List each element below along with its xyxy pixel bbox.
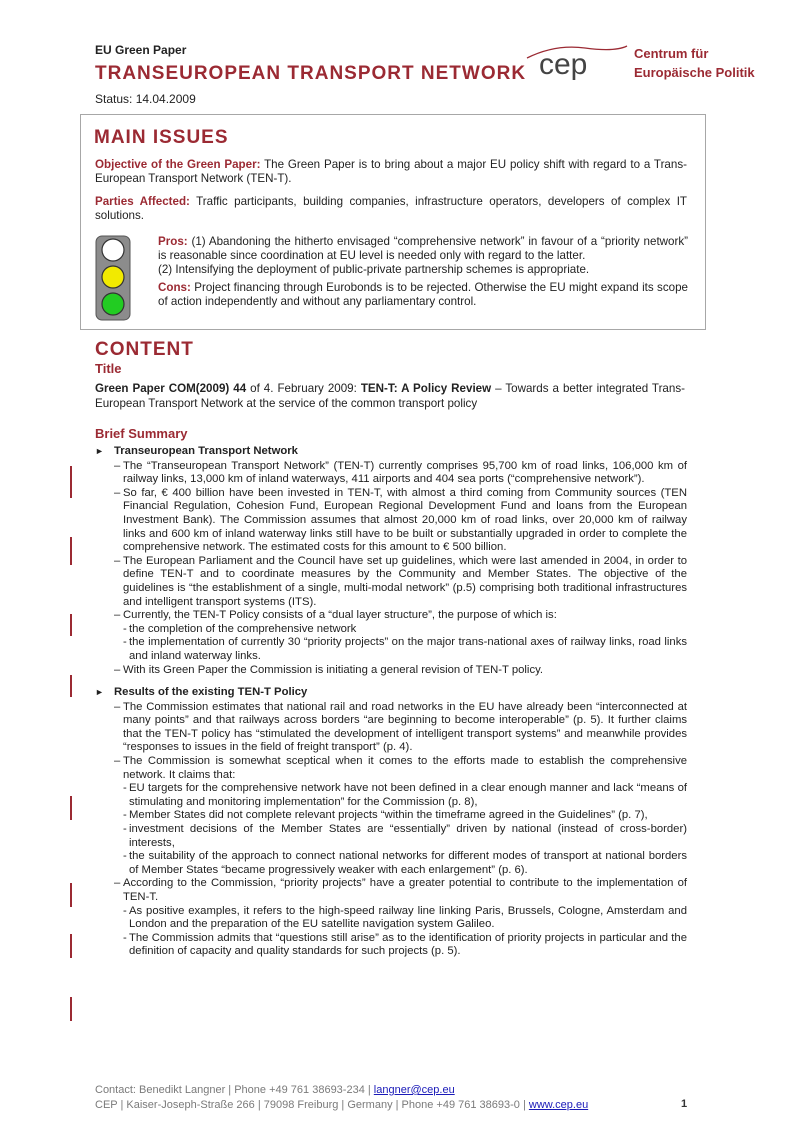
margin-change-bar — [70, 675, 72, 697]
content-heading: CONTENT — [95, 339, 194, 360]
cons-label: Cons: — [158, 281, 191, 294]
margin-change-bar — [70, 997, 72, 1021]
summary-item: – The Commission is somewhat sceptical when it comes to the efforts made to establish the comprehensive network. It claims that: — [114, 755, 687, 781]
cons-paragraph — [158, 281, 688, 309]
section-heading: ► Transeuropean Transport Network — [95, 445, 298, 457]
summary-subitem: - Member States did not complete relevant projects “within the timeframe agreed in the Guidelines” (p. 7), — [123, 809, 648, 822]
green-paper-reference: Green Paper COM(2009) 44 — [95, 382, 247, 395]
cons-text: Project financing through Eurobonds is to be rejected. Otherwise the EU might expand its scope of action independently and without any parliamentary control. — [158, 281, 688, 308]
summary-item: – The Commission estimates that national rail and road networks in the EU have already been “interconnected at many points” and that railways across borders “are beginning to become interoperable” (p. 5). It further claims that the TEN-T policy has “stimulated the development of intelligent transport systems” and meanwhile provides “responses to issues in the field of freight transport” (p. 4). — [114, 700, 687, 754]
organization-name-line-1: Centrum für — [634, 46, 709, 61]
margin-change-bar — [70, 934, 72, 958]
bullet-arrow-icon: ► — [95, 687, 104, 698]
summary-item: – The “Transeuropean Transport Network” (TEN-T) currently comprises 95,700 km of road links, 106,000 km of railway links, 13,000 km of inland waterways, 411 airports and 404 sea ports (“comprehensive network”). — [114, 459, 687, 486]
margin-change-bar — [70, 883, 72, 907]
footer — [95, 1083, 588, 1113]
main-issues-box — [80, 114, 706, 330]
bullet-arrow-icon: ► — [95, 446, 104, 456]
summary-subitem: - As positive examples, it refers to the high-speed railway line linking Paris, Brussels, Cologne, Amsterdam and London and the preparation of the EU satellite navigation system Galileo. — [123, 904, 687, 931]
parties-label: Parties Affected: — [95, 195, 190, 208]
pros-label: Pros: — [158, 235, 188, 248]
parties-text: Traffic participants, building companies, infrastructure operators, developers of complex IT solutions. — [95, 195, 688, 222]
traffic-light-icon — [95, 235, 131, 321]
organization-name — [634, 44, 755, 82]
summary-item: – According to the Commission, “priority projects” have a greater potential to contribute to the implementation of TEN-T. — [114, 877, 687, 903]
document-reference — [95, 382, 685, 411]
margin-change-bar — [70, 466, 72, 498]
footer-address-line: CEP | Kaiser-Joseph-Straße 266 | 79098 Freiburg | Germany | Phone +49 761 38693-0 | www.cep.eu — [95, 1099, 589, 1111]
pros-paragraph-2: (2) Intensifying the deployment of public-private partnership schemes is appropriate. — [158, 263, 590, 276]
document-title: TRANSEUROPEAN TRANSPORT NETWORK — [95, 63, 527, 84]
page-number: 1 — [681, 1098, 688, 1110]
brief-summary-subheading: Brief Summary — [95, 426, 188, 441]
summary-subitem: - EU targets for the comprehensive network have not been defined in a clear enough manner and lack “means of stimulating and monitoring implementation” for the Commission (p. 8), — [123, 782, 687, 808]
summary-subitem: - the suitability of the approach to connect national networks for different modes of transport at national borders of Member States “became progressively weaker with each enlargement” (p. 6). — [123, 850, 687, 876]
summary-subitem: - The Commission admits that “questions still arise” as to the identification of priority projects in particular and the definition of capacity and quality standards for such projects (p. 5). — [123, 931, 687, 958]
logo-text: cep — [539, 48, 588, 81]
document-type-label: EU Green Paper — [95, 43, 187, 57]
objective-label: Objective of the Green Paper: — [95, 158, 261, 171]
margin-change-bar — [70, 796, 72, 820]
organization-name-line-2: Europäische Politik — [634, 65, 755, 80]
summary-item: – So far, € 400 billion have been invested in TEN-T, with almost a third coming from Community sources (TEN Financial Regulation, Cohesion Fund, European Regional Development Fund and loans from the European Investment Bank). The Commission assumes that almost 20,000 km of road links, over 20,000 km of railway links and 600 km of inland waterway links still have to be built or substantially upgraded in order to complete the comprehensive network. The estimated costs for this amount to € 500 billion. — [114, 486, 687, 554]
margin-change-bar — [70, 614, 72, 636]
summary-subitem: - the implementation of currently 30 “priority projects” on the major trans-national axes of railway links, road links and inland waterway links. — [123, 636, 687, 662]
summary-subitem: - the completion of the comprehensive network — [123, 622, 357, 635]
summary-item: – With its Green Paper the Commission is initiating a general revision of TEN-T policy. — [114, 663, 544, 676]
pros-cons-block — [158, 235, 688, 309]
summary-item: – Currently, the TEN-T Policy consists of a “dual layer structure”, the purpose of which is: — [114, 609, 557, 622]
parties-paragraph — [95, 195, 687, 223]
summary-body — [95, 445, 687, 959]
title-subheading: Title — [95, 361, 122, 376]
website-link[interactable]: www.cep.eu — [528, 1099, 589, 1111]
cep-logo-icon — [525, 42, 629, 82]
pros-text-1: (1) Abandoning the hitherto envisaged “comprehensive network” in favour of a “priority network” is reasonable since coordination at EU level is needed only with regard to the latter. — [158, 235, 688, 262]
reference-date: of 4. February 2009: — [246, 382, 361, 395]
section-heading: ► Results of the existing TEN-T Policy — [95, 686, 308, 699]
footer-contact-line: Contact: Benedikt Langner | Phone +49 761 38693-234 | langner@cep.eu — [95, 1084, 455, 1096]
objective-paragraph — [95, 158, 687, 186]
pros-paragraph-1 — [158, 235, 688, 263]
summary-subitem: - investment decisions of the Member States are “essentially” driven by national (instead of cross-border) interests, — [123, 823, 687, 849]
contact-email-link[interactable]: langner@cep.eu — [373, 1084, 455, 1096]
summary-item: – The European Parliament and the Council have set up guidelines, which were last amended in 2004, in order to define TEN-T and to coordinate measures by the Community and Member States. The objective of the guidelines is “the establishment of a single, multi-modal network” (p.5) comprising both traditional infrastructures and intelligent transport systems (ITS). — [114, 554, 687, 608]
document-status: Status: 14.04.2009 — [95, 92, 196, 106]
main-issues-heading: MAIN ISSUES — [94, 127, 229, 148]
policy-review-title: TEN-T: A Policy Review — [360, 382, 492, 395]
margin-change-bar — [70, 537, 72, 565]
reference-subtitle: – Towards a better integrated Trans-European Transport Network at the service of the common transport policy — [95, 382, 685, 410]
objective-text: The Green Paper is to bring about a major EU policy shift with regard to a Trans-European Transport Network (TEN-T). — [95, 158, 687, 185]
